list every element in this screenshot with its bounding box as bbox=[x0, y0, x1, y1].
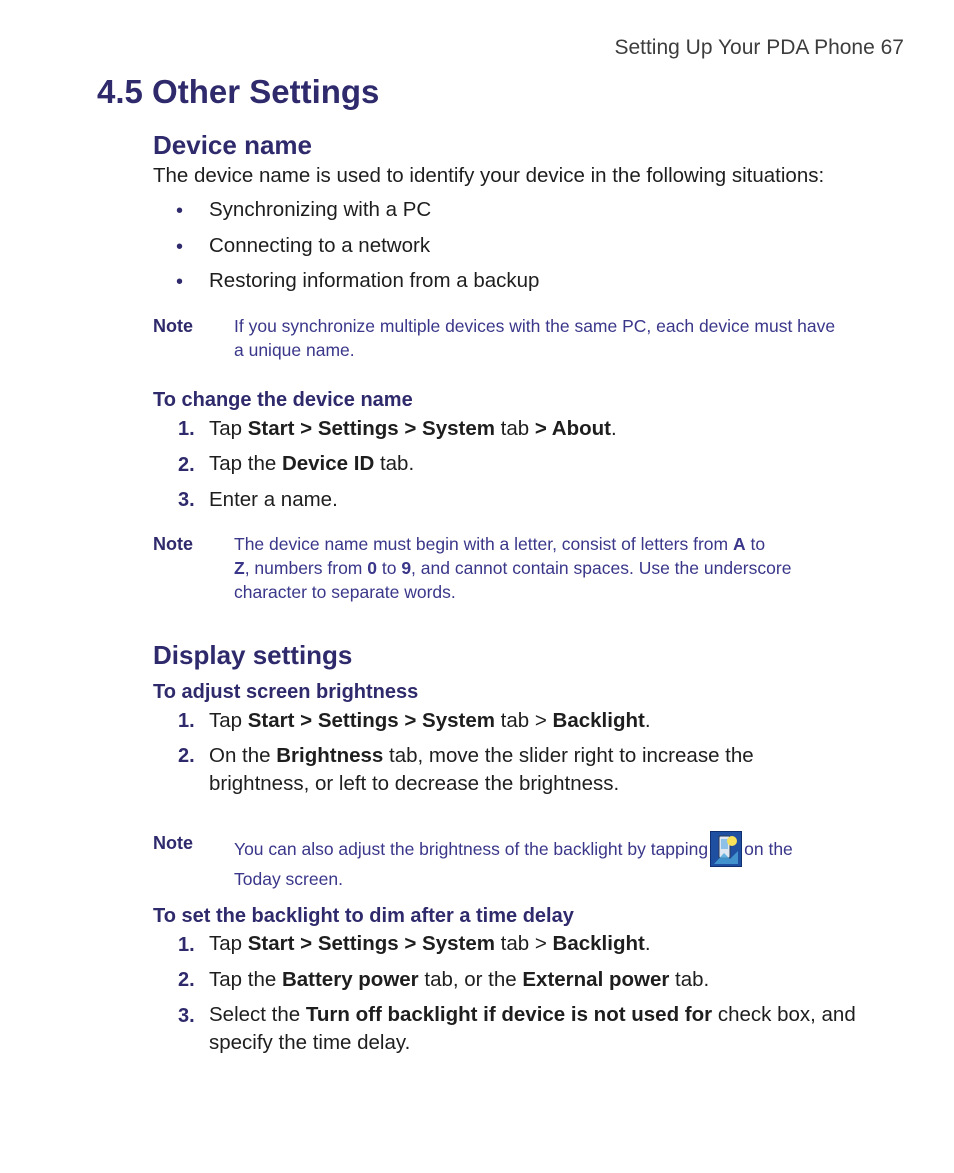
list-item: Restoring information from a backup bbox=[209, 269, 540, 292]
note-line: The device name must begin with a letter, consist of letters from A to bbox=[234, 534, 766, 554]
step-number: 2. bbox=[178, 454, 195, 476]
note-line: Z, numbers from 0 to 9, and cannot contain spaces. Use the underscore bbox=[234, 558, 792, 578]
step-text: Enter a name. bbox=[209, 488, 338, 511]
section-heading-device-name: Device name bbox=[153, 130, 312, 160]
step-number: 1. bbox=[178, 934, 195, 956]
procedure-title: To adjust screen brightness bbox=[153, 681, 419, 703]
note-text bbox=[234, 831, 793, 891]
step-text: Tap Start > Settings > System tab > Backlight. bbox=[209, 932, 651, 955]
note-line: Today screen. bbox=[234, 869, 343, 889]
step-number: 2. bbox=[178, 969, 195, 991]
step-number: 1. bbox=[178, 710, 195, 732]
backlight-icon bbox=[710, 831, 742, 867]
note-label: Note bbox=[153, 316, 193, 336]
step-text: Tap Start > Settings > System tab > Backlight. bbox=[209, 709, 651, 732]
step-text: Tap Start > Settings > System tab > About. bbox=[209, 417, 617, 440]
chapter-title: 4.5 Other Settings bbox=[97, 73, 380, 110]
procedure-title: To set the backlight to dim after a time delay bbox=[153, 905, 574, 927]
list-item: Connecting to a network bbox=[209, 234, 431, 257]
list-item: Synchronizing with a PC bbox=[209, 198, 432, 221]
step-text: Select the Turn off backlight if device is not used for check box, and specify the time delay. bbox=[209, 1003, 856, 1054]
section-heading-display-settings: Display settings bbox=[153, 640, 353, 670]
step-number: 3. bbox=[178, 1005, 195, 1027]
bullet-icon: • bbox=[176, 200, 184, 222]
step-number: 2. bbox=[178, 745, 195, 767]
device-name-intro: The device name is used to identify your device in the following situations: bbox=[153, 164, 825, 187]
note-text bbox=[234, 532, 791, 604]
step-text: Tap the Battery power tab, or the External power tab. bbox=[209, 968, 710, 991]
procedure-title: To change the device name bbox=[153, 389, 413, 411]
note-label: Note bbox=[153, 534, 193, 554]
bullet-icon: • bbox=[176, 236, 184, 258]
step-text: Tap the Device ID tab. bbox=[209, 452, 415, 475]
note-line: character to separate words. bbox=[234, 582, 456, 602]
note-text bbox=[234, 314, 835, 362]
step-number: 1. bbox=[178, 418, 195, 440]
step-number: 3. bbox=[178, 489, 195, 511]
note-line: If you synchronize multiple devices with the same PC, each device must have bbox=[234, 316, 836, 336]
note-line: a unique name. bbox=[234, 340, 355, 360]
note-line: You can also adjust the brightness of the backlight by tapping on the bbox=[234, 831, 793, 867]
bullet-icon: • bbox=[176, 271, 184, 293]
step-text: On the Brightness tab, move the slider right to increase the brightness, or left to decrease the brightness. bbox=[209, 744, 754, 795]
note-label: Note bbox=[153, 833, 193, 853]
running-head: Setting Up Your PDA Phone 67 bbox=[614, 36, 904, 59]
